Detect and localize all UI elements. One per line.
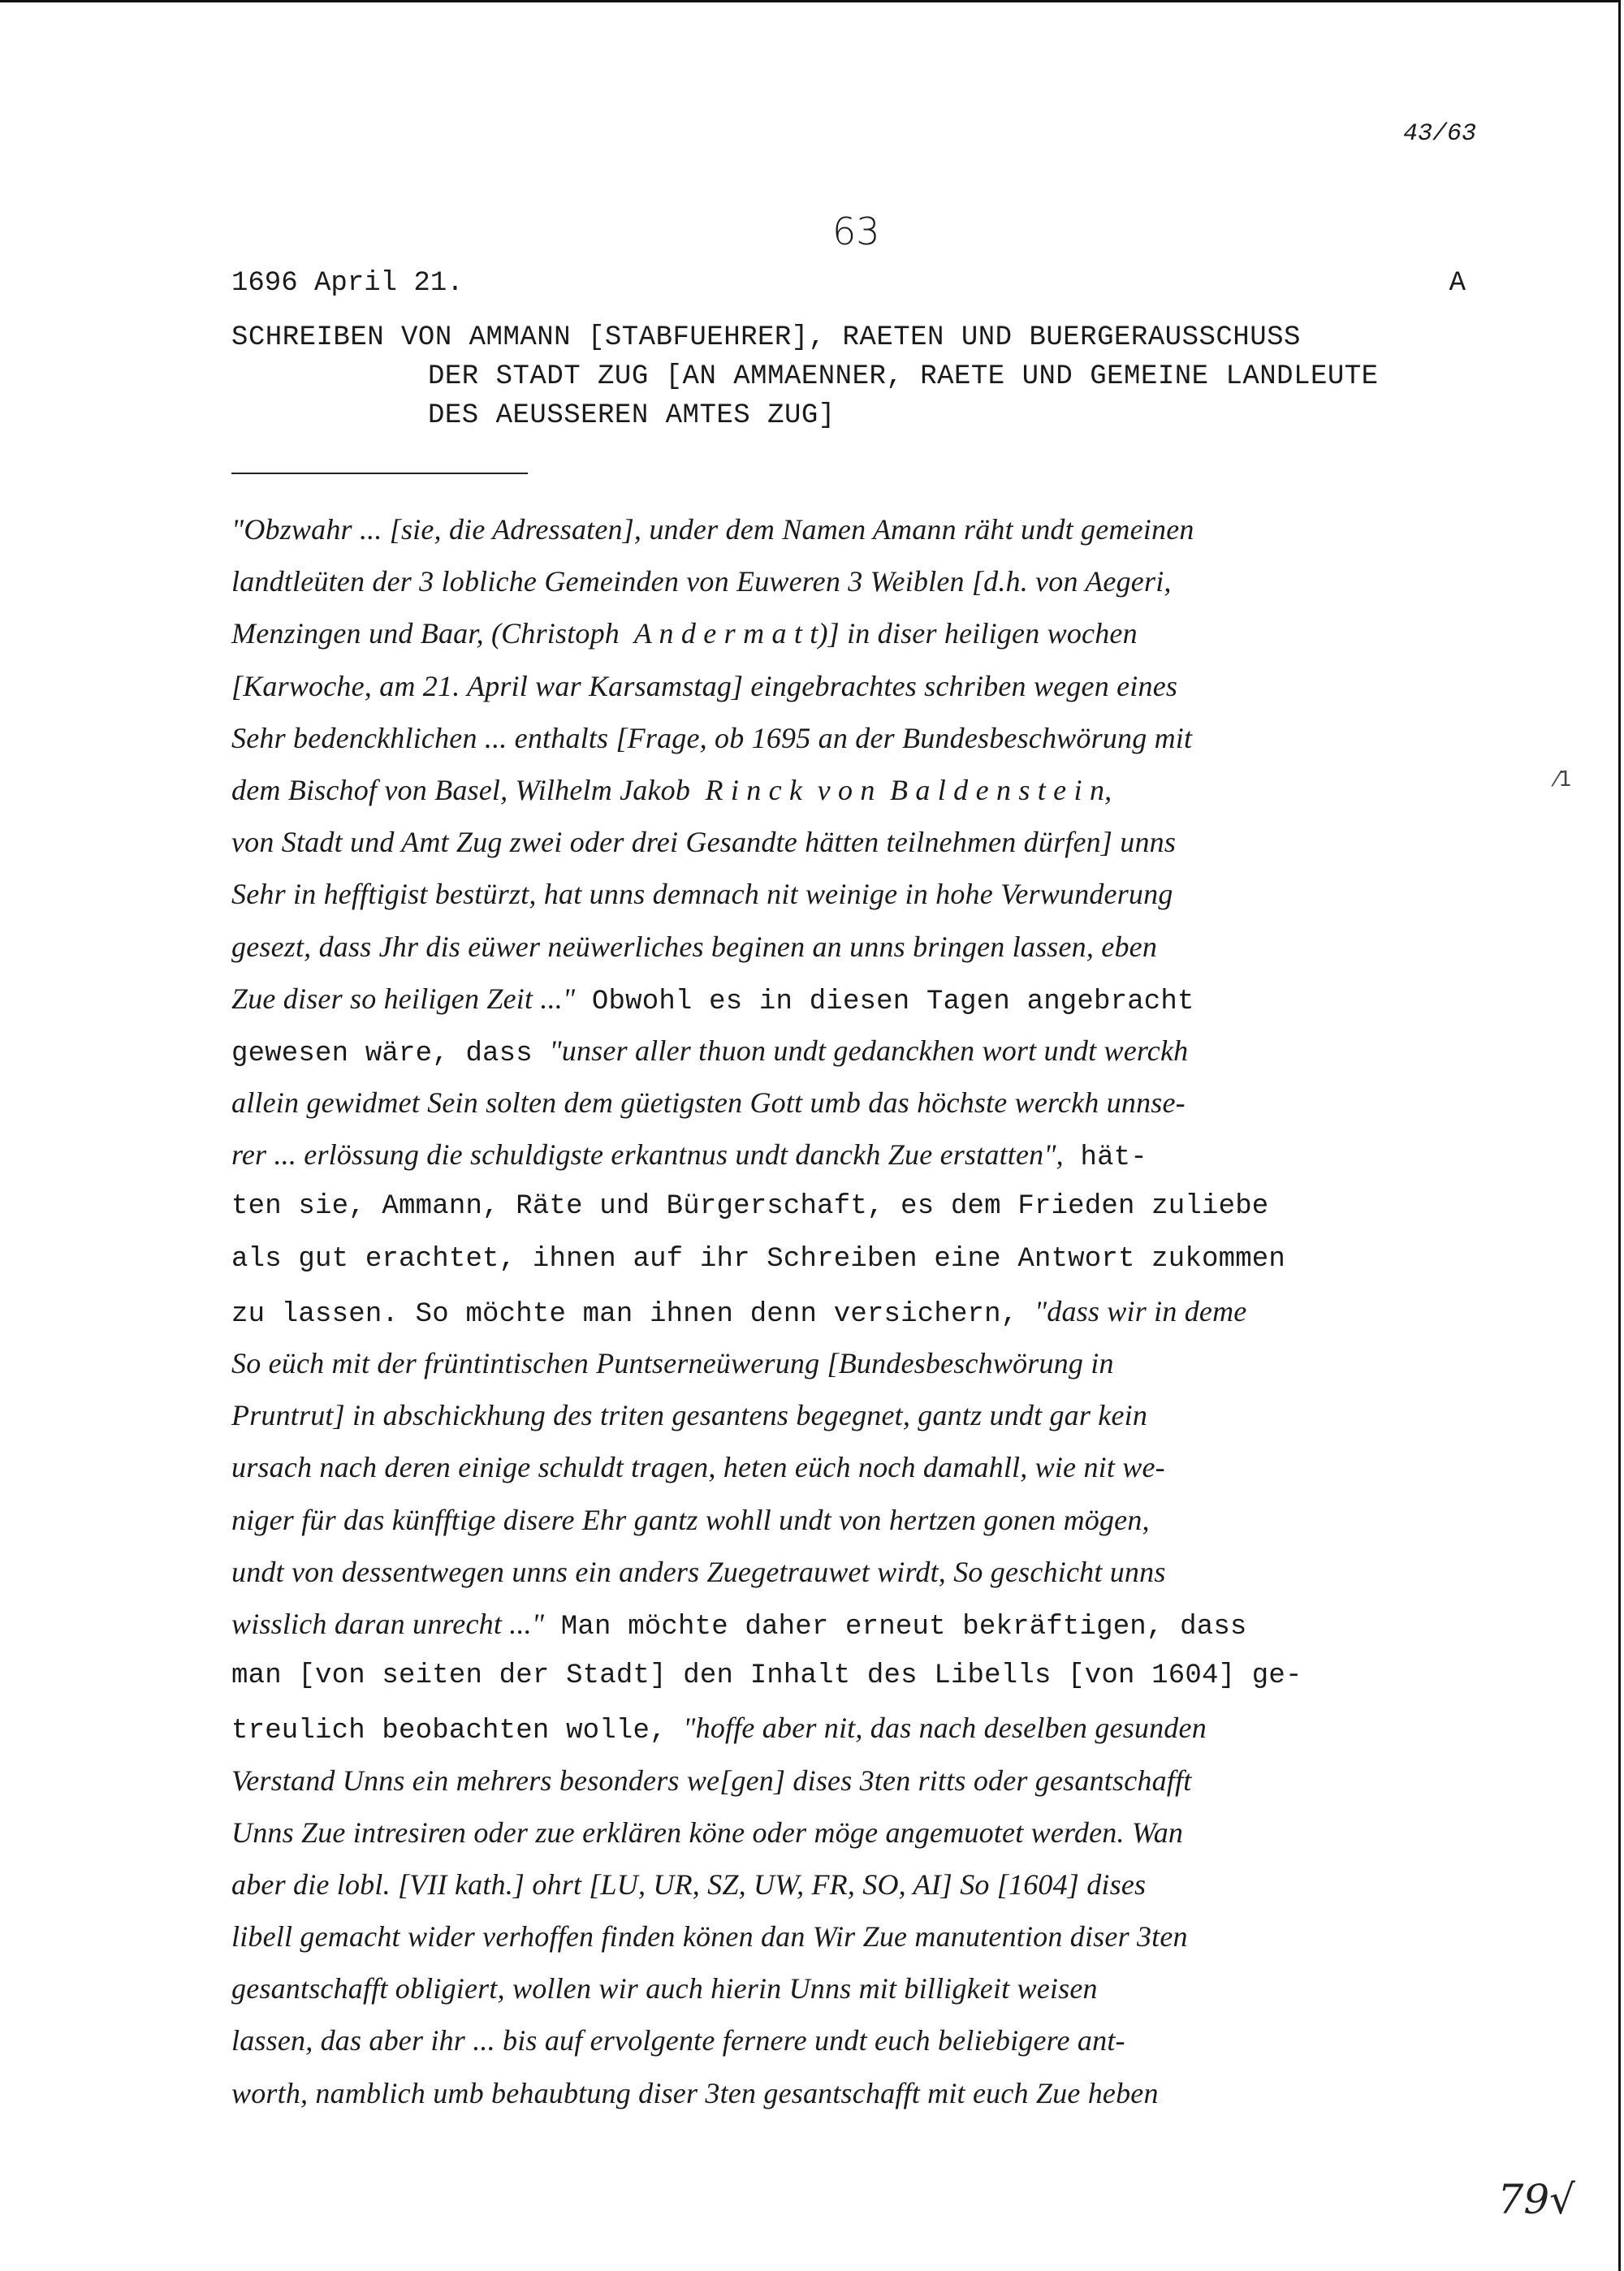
body-line: Sehr bedenckhlichen ... enthalts [Frage, ob 1695 an der Bundesbeschwörung mit bbox=[231, 721, 1193, 754]
regest-fragment: treulich beobachten wolle, bbox=[231, 1716, 684, 1747]
body-line: lassen, das aber ihr ... bis auf ervolgente fernere undt euch beliebigere ant- bbox=[231, 2024, 1125, 2057]
body-line: [Karwoche, am 21. April war Karsamstag] eingebrachtes schriben wegen eines bbox=[231, 669, 1178, 702]
body-line: als gut erachtet, ihnen auf ihr Schreiben eine Antwort zukommen bbox=[231, 1243, 1286, 1275]
body-line: libell gemacht wider verhoffen finden könen dan Wir Zue manutention diser 3ten bbox=[231, 1920, 1188, 1954]
folio-number: 43/63 bbox=[1402, 120, 1476, 148]
body-line: von Stadt und Amt Zug zwei oder drei Gesandte hätten teilnehmen dürfen] unns bbox=[231, 826, 1177, 859]
quote-fragment: rer ... erlössung die schuldigste erkantnus undt danckh Zue erstatten", bbox=[231, 1138, 1064, 1172]
quote-fragment: "hoffe aber nit, das nach deselben gesunden bbox=[683, 1712, 1207, 1745]
body-line: So eüch mit der früntintischen Puntserneüwerung [Bundesbeschwörung in bbox=[231, 1347, 1114, 1379]
quote-fragment: wisslich daran unrecht ..." bbox=[231, 1607, 545, 1640]
body-line: gesezt, dass Jhr dis eüwer neüwerliches beginen an unns bringen lassen, eben bbox=[231, 930, 1158, 963]
body-line: Pruntrut] in abschickhung des triten gesantens begegnet, gantz undt gar kein bbox=[231, 1399, 1148, 1432]
quote-fragment: "dass wir in deme bbox=[1034, 1294, 1247, 1328]
body-line: undt von dessentwegen unns ein anders Zuegetrauwet wirdt, So geschicht unns bbox=[231, 1555, 1166, 1588]
regest-fragment: hät- bbox=[1063, 1142, 1147, 1174]
regest-title bbox=[231, 318, 1547, 435]
body-line: landtleüten der 3 lobliche Gemeinden von Euweren 3 Weiblen [d.h. von Aegeri, bbox=[231, 565, 1172, 598]
body-line: gesantschafft obligiert, wollen wir auch hierin Unns mit billigkeit weisen bbox=[231, 1972, 1098, 2005]
body-line: Sehr in hefftigist bestürzt, hat unns demnach nit weinige in hohe Verwunderung bbox=[231, 878, 1173, 911]
body-line bbox=[231, 1129, 1514, 1181]
body-line bbox=[231, 1285, 1514, 1337]
document-date: 1696 April 21. bbox=[231, 268, 464, 299]
body-line: niger für das künfftige disere Ehr gantz wohll undt von hertzen gonen mögen, bbox=[231, 1503, 1150, 1536]
handwritten-page-note: 79√ bbox=[1497, 2176, 1575, 2223]
body-line: ursach nach deren einige schuldt tragen, heten eüch noch damahll, wie nit we- bbox=[231, 1451, 1165, 1484]
quote-fragment: Zue diser so heiligen Zeit ..." bbox=[231, 982, 576, 1015]
version-letter: A bbox=[1449, 268, 1466, 299]
body-line: Verstand Unns ein mehrers besonders we[gen] dises 3ten ritts oder gesantschafft bbox=[231, 1764, 1192, 1797]
body-line: aber die lobl. [VII kath.] ohrt [LU, UR, SZ, UW, FR, SO, AI] So [1604] dises bbox=[231, 1867, 1147, 1901]
body-line: man [von seiten der Stadt] den Inhalt des Libells [von 1604] ge- bbox=[231, 1660, 1302, 1692]
body-line bbox=[231, 1025, 1514, 1077]
body-line: "Obzwahr ... [sie, die Adressaten], under dem Namen Amann räht undt gemeinen bbox=[231, 513, 1194, 546]
document-body bbox=[231, 503, 1514, 2119]
title-line-2: DER STADT ZUG [AN AMMAENNER, RAETE UND GEMEINE LANDLEUTE bbox=[428, 361, 1379, 392]
title-line-3: DES AEUSSEREN AMTES ZUG] bbox=[428, 400, 836, 431]
regest-fragment: zu lassen. So möchte man ihnen denn versichern, bbox=[231, 1298, 1034, 1330]
document-number: 63 bbox=[832, 209, 880, 253]
regest-fragment: gewesen wäre, dass bbox=[231, 1038, 550, 1069]
title-line-1: SCHREIBEN VON AMMANN [STABFUEHRER], RAETEN UND BUERGERAUSSCHUSS bbox=[231, 322, 1301, 353]
separator-rule bbox=[231, 473, 528, 474]
body-line bbox=[231, 973, 1514, 1025]
body-line bbox=[231, 1702, 1514, 1754]
body-line: ten sie, Ammann, Räte und Bürgerschaft, es dem Frieden zuliebe bbox=[231, 1191, 1269, 1223]
body-line bbox=[231, 1598, 1514, 1650]
body-line: allein gewidmet Sein solten dem güetigsten Gott umb das höchste werckh unnse- bbox=[231, 1086, 1186, 1120]
body-line: Menzingen und Baar, (Christoph A n d e r m a t t)] in diser heiligen wochen bbox=[231, 617, 1138, 650]
regest-fragment: Man möchte daher erneut bekräftigen, dass bbox=[544, 1611, 1247, 1643]
body-line: worth, namblich umb behaubtung diser 3ten gesantschafft mit euch Zue heben bbox=[231, 2076, 1159, 2109]
body-line: Unns Zue intresiren oder zue erklären köne oder möge angemuotet werden. Wan bbox=[231, 1816, 1184, 1849]
margin-mark: ⁄1 bbox=[1555, 767, 1572, 792]
body-line: dem Bischof von Basel, Wilhelm Jakob R i n c k v o n B a l d e n s t e i n, bbox=[231, 773, 1112, 806]
quote-fragment: "unser aller thuon undt gedanckhen wort undt werckh bbox=[549, 1034, 1189, 1067]
regest-fragment: Obwohl es in diesen Tagen angebracht bbox=[575, 986, 1194, 1017]
